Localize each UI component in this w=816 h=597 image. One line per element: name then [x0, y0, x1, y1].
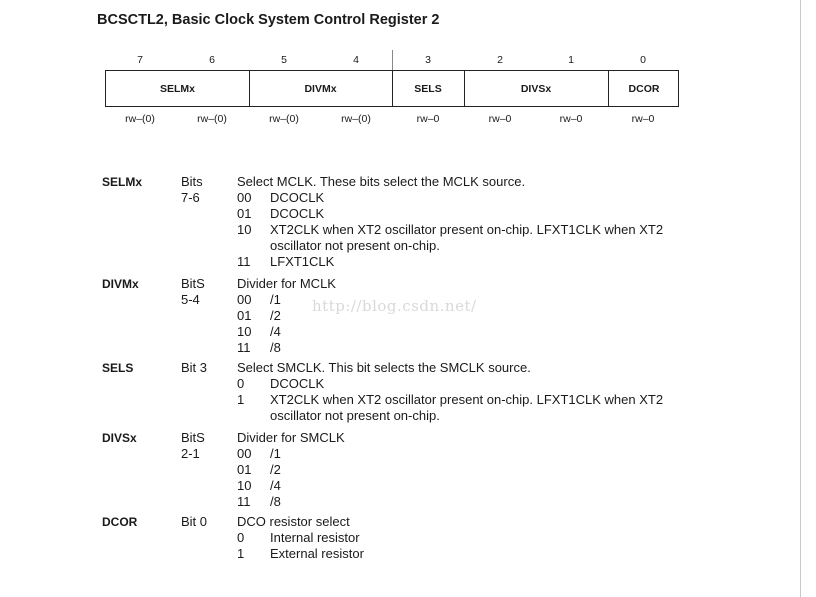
option-code: 00: [237, 446, 252, 461]
byte-divider-tick: [392, 50, 393, 70]
option-text: External resistor: [270, 546, 364, 561]
bit-range: BitS: [181, 276, 205, 291]
field-label: SELMx: [102, 175, 143, 189]
bit-range: BitS: [181, 430, 205, 445]
option-code: 00: [237, 292, 252, 307]
option-text: /4: [270, 324, 281, 339]
bit-number: 3: [425, 54, 431, 66]
option-text: /4: [270, 478, 281, 493]
option-code: 01: [237, 206, 252, 221]
access-type: rw–(0): [197, 113, 227, 125]
bit-number: 2: [497, 54, 503, 66]
option-text: oscillator not present on-chip.: [270, 238, 440, 253]
option-text: /8: [270, 340, 281, 355]
field-summary: Divider for SMCLK: [237, 430, 345, 445]
bit-number: 5: [281, 54, 287, 66]
access-type: rw–(0): [269, 113, 299, 125]
field-summary: Divider for MCLK: [237, 276, 336, 291]
bit-number: 0: [640, 54, 646, 66]
bit-number: 1: [568, 54, 574, 66]
field-sels: SELS: [414, 83, 442, 95]
field-label: DIVSx: [102, 431, 137, 445]
option-text: /8: [270, 494, 281, 509]
field-divmx: DIVMx: [304, 83, 337, 95]
field-label: DIVMx: [102, 277, 139, 291]
option-text: /2: [270, 308, 281, 323]
option-code: 11: [237, 494, 251, 509]
option-text: /1: [270, 446, 281, 461]
option-code: 00: [237, 190, 252, 205]
field-dcor: DCOR: [628, 83, 660, 95]
access-type: rw–0: [631, 113, 655, 125]
field-summary: Select SMCLK. This bit selects the SMCLK source.: [237, 360, 531, 375]
field-summary: Select MCLK. These bits select the MCLK source.: [237, 174, 526, 189]
option-text: oscillator not present on-chip.: [270, 408, 440, 423]
watermark-text: http://blog.csdn.net/: [312, 297, 477, 315]
option-text: /1: [270, 292, 281, 307]
bit-range: 2-1: [181, 446, 200, 461]
option-code: 1: [237, 546, 245, 561]
page-border: [800, 0, 801, 597]
field-selmx: SELMx: [159, 83, 195, 95]
option-code: 11: [237, 340, 251, 355]
access-type: rw–(0): [341, 113, 371, 125]
option-text: DCOCLK: [270, 376, 325, 391]
option-code: 10: [237, 222, 252, 237]
option-text: Internal resistor: [270, 530, 360, 545]
bit-number: 7: [137, 54, 143, 66]
register-bit-diagram: [105, 70, 679, 107]
option-code: 0: [237, 530, 245, 545]
option-text: XT2CLK when XT2 oscillator present on-chip. LFXT1CLK when XT2: [270, 222, 664, 237]
option-text: DCOCLK: [270, 190, 325, 205]
option-code: 10: [237, 478, 252, 493]
option-code: 10: [237, 324, 252, 339]
bit-range: Bits: [181, 174, 203, 189]
field-divsx: DIVSx: [520, 83, 552, 95]
access-type: rw–0: [559, 113, 583, 125]
bit-range: 7-6: [181, 190, 200, 205]
field-label: SELS: [102, 361, 134, 375]
option-code: 1: [237, 392, 245, 407]
bit-range: Bit 0: [181, 514, 208, 529]
bit-number: 6: [209, 54, 215, 66]
bit-number: 4: [353, 54, 359, 66]
option-code: 11: [237, 254, 251, 269]
field-summary: DCO resistor select: [237, 514, 350, 529]
access-type: rw–0: [488, 113, 512, 125]
option-code: 01: [237, 462, 252, 477]
option-code: 01: [237, 308, 252, 323]
option-text: DCOCLK: [270, 206, 325, 221]
option-code: 0: [237, 376, 245, 391]
option-text: /2: [270, 462, 281, 477]
option-text: LFXT1CLK: [270, 254, 335, 269]
access-type: rw–0: [416, 113, 440, 125]
register-title: BCSCTL2, Basic Clock System Control Register 2: [97, 12, 440, 28]
bit-range: Bit 3: [181, 360, 208, 375]
bit-range: 5-4: [181, 292, 200, 307]
option-text: XT2CLK when XT2 oscillator present on-chip. LFXT1CLK when XT2: [270, 392, 664, 407]
field-label: DCOR: [102, 515, 138, 529]
access-type: rw–(0): [125, 113, 155, 125]
